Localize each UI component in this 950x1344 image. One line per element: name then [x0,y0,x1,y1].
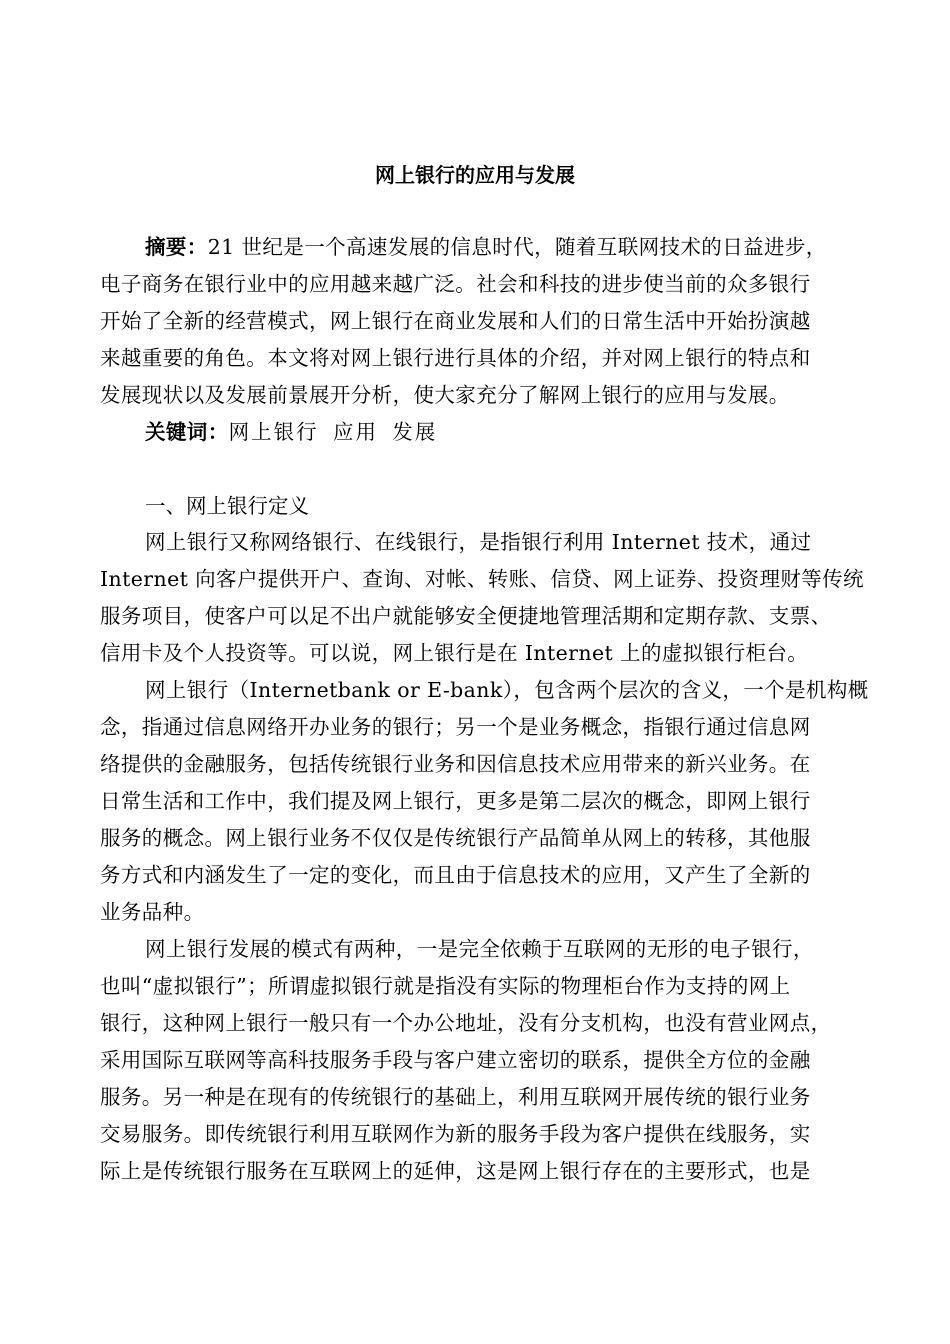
abstract-line-3: 开始了全新的经营模式，网上银行在商业发展和人们的日常生活中开始扮演越 [100,309,811,333]
paragraph3-line-4: 采用国际互联网等高科技服务手段与客户建立密切的联系，提供全方位的金融 [100,1048,811,1072]
paragraph2-line-2: 念，指通过信息网络开办业务的银行；另一个是业务概念，指银行通过信息网 [100,715,811,739]
paragraph2-line-1: 网上银行（Internetbank or E-bank），包含两个层次的含义，一个是机构概 [145,678,869,702]
paragraph3-line-1: 网上银行发展的模式有两种，一是完全依赖于互联网的无形的电子银行， [145,937,814,961]
abstract-line-5: 发展现状以及发展前景展开分析，使大家充分了解网上银行的应用与发展。 [100,383,790,407]
keywords-line [145,417,437,447]
paragraph3-line-5: 服务。另一种是在现有的传统银行的基础上，利用互联网开展传统的银行业务 [100,1085,811,1109]
paragraph2-line-5: 服务的概念。网上银行业务不仅仅是传统银行产品简单从网上的转移，其他服 [100,826,811,850]
section-heading: 一、网上银行定义 [145,494,309,518]
paragraph3-line-3: 银行，这种网上银行一般只有一个办公地址，没有分支机构，也没有营业网点， [100,1011,832,1035]
paragraph1-line-1: 网上银行又称网络银行、在线银行，是指银行利用 Internet 技术，通过 [145,530,812,554]
paragraph1-line-3: 服务项目，使客户可以足不出户就能够安全便捷地管理活期和定期存款、支票、 [100,604,832,628]
abstract-text-1: 21 世纪是一个高速发展的信息时代，随着互联网技术的日益进步， [207,235,827,259]
paragraph3-line-7: 际上是传统银行服务在互联网上的延伸，这是网上银行存在的主要形式，也是 [100,1159,811,1183]
paragraph3-line-6: 交易服务。即传统银行利用互联网作为新的服务手段为客户提供在线服务，实 [100,1122,811,1146]
abstract-line-1 [145,232,827,262]
keywords-text: 网上银行 应用 发展 [228,420,438,444]
paragraph2-line-6: 务方式和内涵发生了一定的变化，而且由于信息技术的应用，又产生了全新的 [100,863,811,887]
paragraph2-line-4: 日常生活和工作中，我们提及网上银行，更多是第二层次的概念，即网上银行 [100,789,811,813]
paragraph2-line-3: 络提供的金融服务，包括传统银行业务和因信息技术应用带来的新兴业务。在 [100,752,811,776]
paragraph1-line-2: Internet 向客户提供开户、查询、对帐、转账、信贷、网上证券、投资理财等传统 [100,567,864,591]
paragraph1-line-4: 信用卡及个人投资等。可以说，网上银行是在 Internet 上的虚拟银行柜台。 [100,641,809,665]
abstract-line-2: 电子商务在银行业中的应用越来越广泛。社会和科技的进步使当前的众多银行 [100,272,811,296]
abstract-label: 摘要： [145,235,208,259]
keywords-label: 关键词： [145,420,229,444]
abstract-line-4: 来越重要的角色。本文将对网上银行进行具体的介绍，并对网上银行的特点和 [100,346,811,370]
paragraph2-line-7: 业务品种。 [100,900,205,924]
document-title: 网上银行的应用与发展 [375,163,575,187]
paragraph3-line-2: 也叫“虚拟银行”；所谓虚拟银行就是指没有实际的物理柜台作为支持的网上 [100,974,791,998]
